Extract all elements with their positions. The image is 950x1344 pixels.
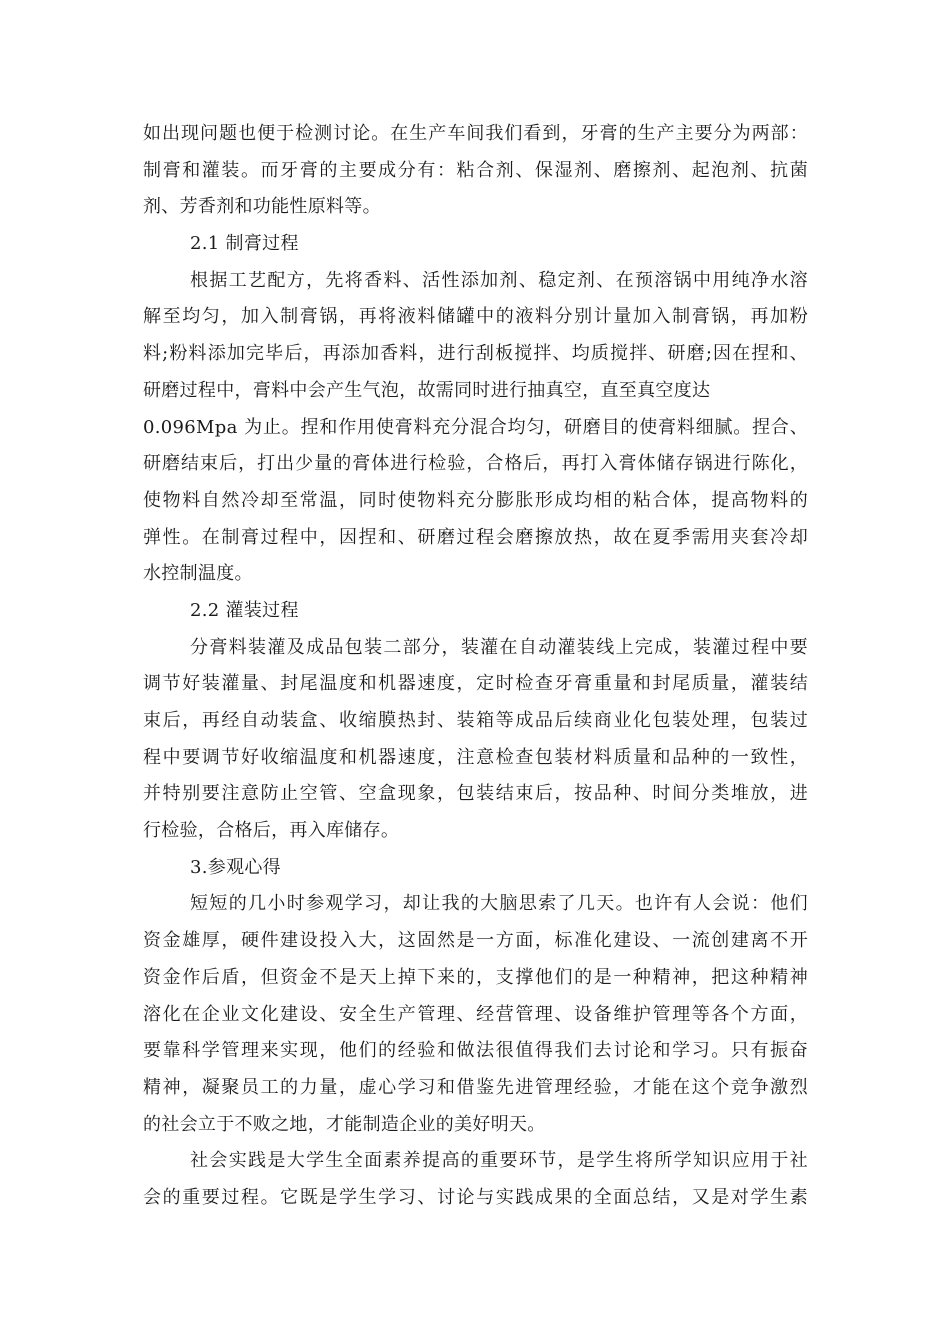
text-line: 如出现问题也便于检测讨论。在生产车间我们看到，牙膏的生产主要分为两部： [143,123,808,144]
text-line: 料;粉料添加完毕后，再添加香料，进行刮板搅拌、均质搅拌、研磨;因在捏和、 [143,343,808,365]
text-line: 程中要调节好收缩温度和机器速度，注意检查包装材料质量和品种的一致性， [143,746,808,768]
text-line: 制膏和灌装。而牙膏的主要成分有：粘合剂、保湿剂、磨擦剂、起泡剂、抗菌 [143,159,808,181]
text-line: 要靠科学管理来实现，他们的经验和做法很值得我们去讨论和学习。只有振奋 [143,1040,808,1062]
text-line: 0.096Mpa 为止。捏和作用使膏料充分混合均匀，研磨目的使膏料细腻。捏合、 [143,416,808,438]
text-line: 研磨过程中，膏料中会产生气泡，故需同时进行抽真空，直至真空度达 [143,379,711,401]
text-line: 分膏料装灌及成品包装二部分，装灌在自动灌装线上完成，装灌过程中要 [190,636,808,658]
document-page [143,116,808,1217]
text-line: 并特别要注意防止空管、空盒现象，包装结束后，按品种、时间分类堆放，进 [143,783,808,805]
text-line: 2.2 灌装过程 [190,599,299,621]
text-line: 短短的几小时参观学习，却让我的大脑思索了几天。也许有人会说：他们 [190,893,808,915]
text-line: 行检验，合格后，再入库储存。 [143,820,400,842]
text-line: 资金作后盾，但资金不是天上掉下来的，支撑他们的是一种精神，把这种精神 [143,966,808,988]
text-line: 研磨结束后，打出少量的膏体进行检验，合格后，再打入膏体储存锅进行陈化， [143,453,808,475]
text-line: 资金雄厚，硬件建设投入大，这固然是一方面，标准化建设、一流创建离不开 [143,930,808,952]
document-body [143,116,808,1217]
text-line: 根据工艺配方，先将香料、活性添加剂、稳定剂、在预溶锅中用纯净水溶 [190,269,808,291]
text-line: 弹性。在制膏过程中，因捏和、研磨过程会磨擦放热，故在夏季需用夹套冷却 [143,526,808,548]
text-line: 的社会立于不败之地，才能制造企业的美好明天。 [143,1113,546,1135]
text-line: 剂、芳香剂和功能性原料等。 [143,196,381,218]
text-line: 使物料自然冷却至常温，同时使物料充分膨胀形成均相的粘合体，提高物料的 [143,489,808,511]
text-line: 3.参观心得 [190,856,281,878]
text-line: 束后，再经自动装盒、收缩膜热封、装箱等成品后续商业化包装处理，包装过 [143,710,808,731]
text-line: 2.1 制膏过程 [190,233,299,255]
text-line: 会的重要过程。它既是学生学习、讨论与实践成果的全面总结，又是对学生素 [143,1186,808,1208]
text-line: 精神，凝聚员工的力量，虚心学习和借鉴先进管理经验，才能在这个竞争激烈 [143,1076,808,1098]
text-line: 水控制温度。 [143,563,253,585]
text-line: 调节好装灌量、封尾温度和机器速度，定时检查牙膏重量和封尾质量，灌装结 [143,673,808,695]
text-line: 溶化在企业文化建设、安全生产管理、经营管理、设备维护管理等各个方面， [143,1003,808,1025]
text-line: 社会实践是大学生全面素养提高的重要环节，是学生将所学知识应用于社 [190,1150,808,1172]
text-line: 解至均匀，加入制膏锅，再将液料储罐中的液料分别计量加入制膏锅，再加粉 [143,306,808,328]
